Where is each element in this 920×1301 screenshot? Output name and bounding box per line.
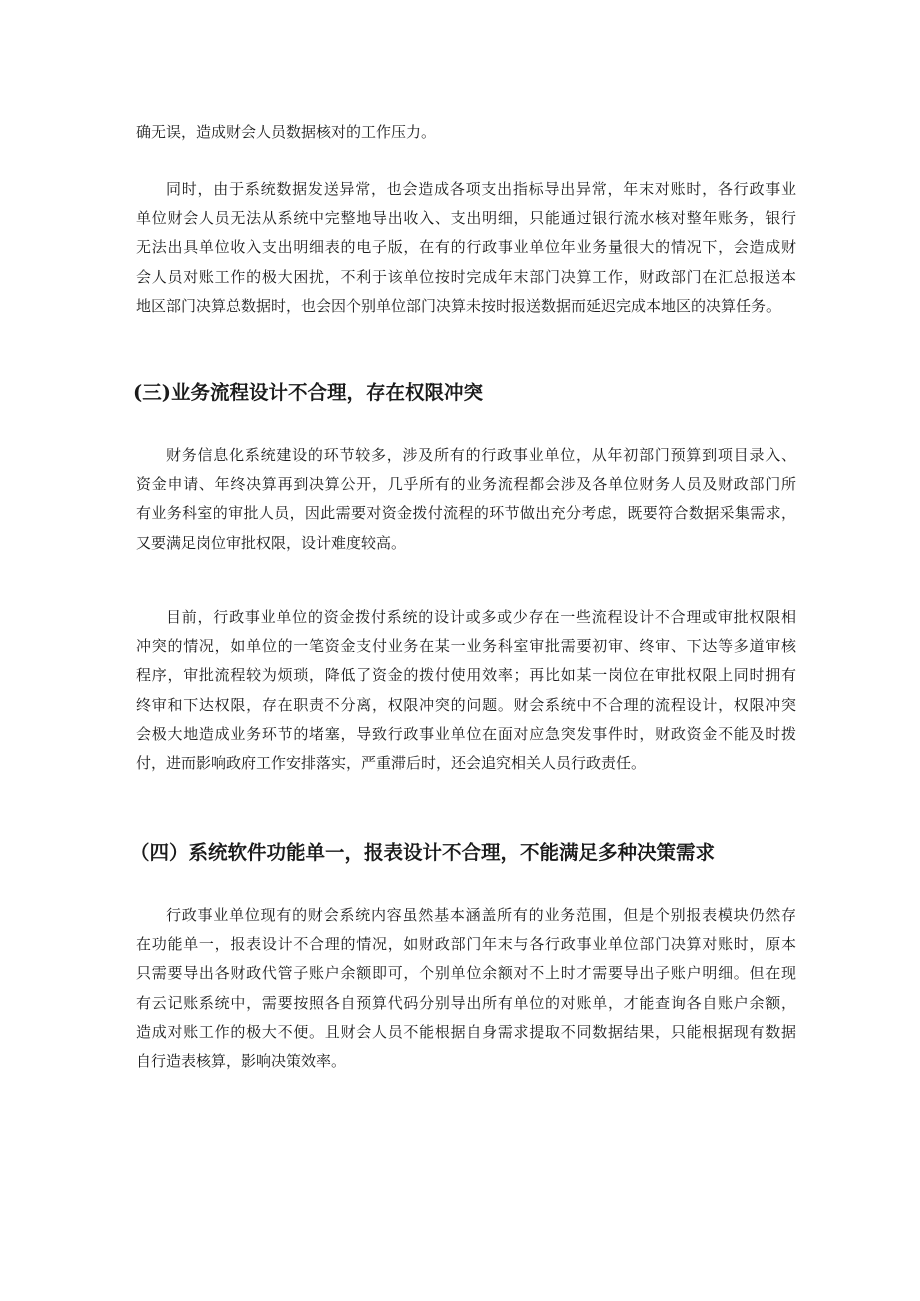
paragraph-line: 有业务科室的审批人员，因此需要对资金拨付流程的环节做出充分考虑，既要符合数据采集需求， [136, 504, 796, 523]
paragraph-line: 无法出具单位收入支出明细表的电子版，在有的行政事业单位年业务量很大的情况下，会造成财 [136, 238, 796, 257]
paragraph-line: 会极大地造成业务环节的堵塞，导致行政事业单位在面对应急突发事件时，财政资金不能及时拨 [136, 724, 796, 743]
section-heading-4: （四）系统软件功能单一，报表设计不合理，不能满足多种决策需求 [130, 841, 716, 864]
paragraph-line: 确无误，造成财会人员数据核对的工作压力。 [136, 123, 437, 141]
paragraph-approval-conflict [136, 603, 796, 778]
paragraph-line: 财务信息化系统建设的环节较多，涉及所有的行政事业单位，从年初部门预算到项目录入、 [166, 446, 796, 464]
paragraph-continuation [136, 118, 436, 147]
paragraph-line: 只需要导出各财政代管子账户余额即可，个别单位余额对不上时才需要导出子账户明细。但在现 [136, 964, 796, 983]
paragraph-line: 地区部门决算总数据时，也会因个别单位部门决算未按时报送数据而延迟完成本地区的决算任务。 [136, 296, 782, 315]
paragraph-line: 会人员对账工作的极大困扰，不利于该单位按时完成年末部门决算工作，财政部门在汇总报送本 [136, 267, 796, 286]
paragraph-line: 又要满足岗位审批权限，设计难度较高。 [136, 533, 407, 552]
paragraph-line: 付，进而影响政府工作安排落实，严重滞后时，还会追究相关人员行政责任。 [136, 754, 647, 773]
paragraph-line: 有云记账系统中，需要按照各自预算代码分别导出所有单位的对账单，才能查询各自账户余额， [136, 993, 796, 1012]
paragraph-system-data-anomaly [136, 175, 796, 321]
paragraph-line: 程序，审批流程较为烦琐，降低了资金的拨付使用效率；再比如某一岗位在审批权限上同时拥有 [136, 666, 796, 685]
paragraph-line: 在功能单一，报表设计不合理的情况，如财政部门年末与各行政事业单位部门决算对账时，原本 [136, 935, 796, 954]
paragraph-finance-system-construction [136, 441, 796, 558]
section-heading-3: (三)业务流程设计不合理，存在权限冲突 [133, 381, 483, 404]
paragraph-line: 自行造表核算，影响决策效率。 [136, 1052, 347, 1071]
paragraph-line: 造成对账工作的极大不便。且财会人员不能根据自身需求提取不同数据结果，只能根据现有数据 [136, 1022, 796, 1041]
paragraph-line: 冲突的情况，如单位的一笔资金支付业务在某一业务科室审批需要初审、终审、下达等多道审核 [136, 637, 796, 656]
paragraph-report-design [136, 901, 796, 1076]
paragraph-line: 资金申请、年终决算再到决算公开，几乎所有的业务流程都会涉及各单位财务人员及财政部门所 [136, 475, 796, 494]
paragraph-line: 目前，行政事业单位的资金拨付系统的设计或多或少存在一些流程设计不合理或审批权限相 [166, 608, 796, 626]
paragraph-line: 同时，由于系统数据发送异常，也会造成各项支出指标导出异常，年末对账时，各行政事业 [166, 180, 796, 198]
paragraph-line: 行政事业单位现有的财会系统内容虽然基本涵盖所有的业务范围，但是个别报表模块仍然存 [166, 906, 796, 924]
paragraph-line: 终审和下达权限，存在职责不分离，权限冲突的问题。财会系统中不合理的流程设计，权限冲突 [136, 695, 796, 714]
paragraph-line: 单位财会人员无法从系统中完整地导出收入、支出明细，只能通过银行流水核对整年账务，银行 [136, 209, 796, 228]
